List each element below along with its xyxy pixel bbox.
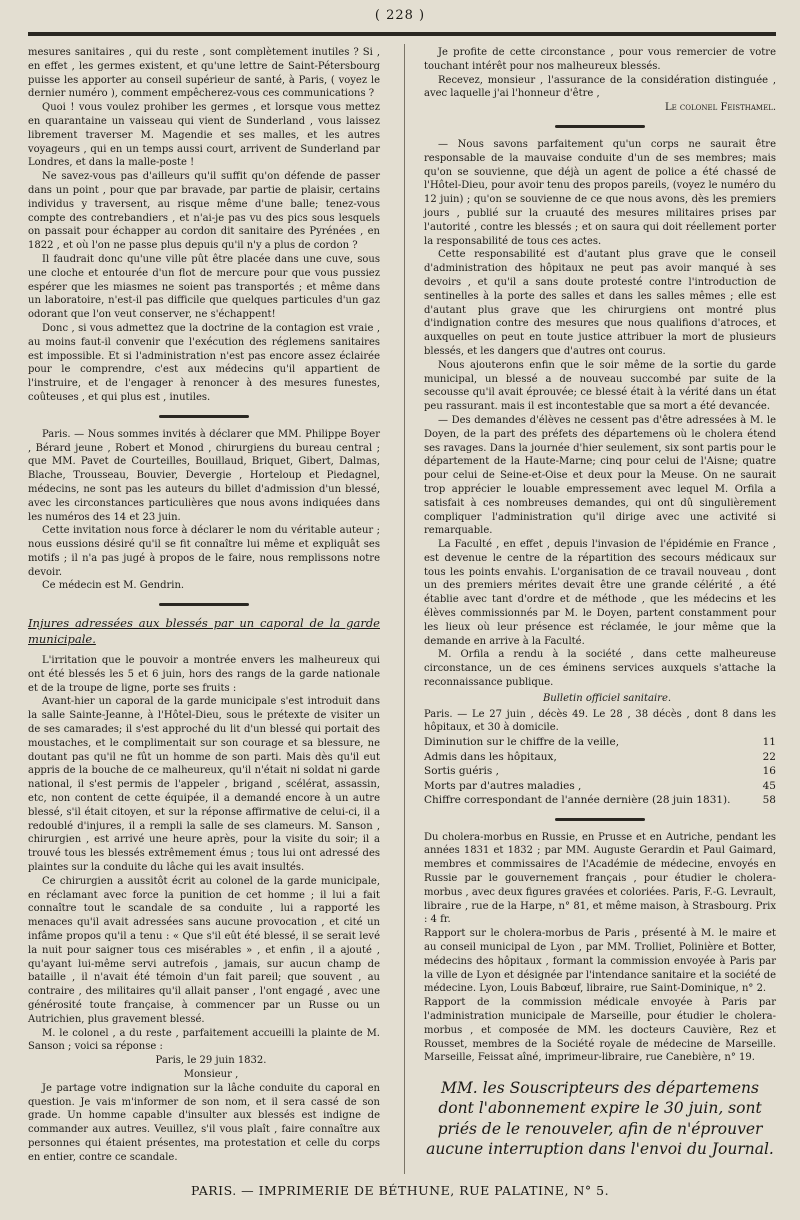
stat-label: Morts par d'autres maladies , [424,779,582,792]
article-heading: Injures adressées aux blessés par un caporal de la garde municipale. [28,616,380,647]
paragraph: Quoi ! vous voulez prohiber les germes , et lorsque vous mettez en quarantaine un vaisseau qui vient de Sunderland , vous laissez librement traverser M. Magendie et ses malles, et les autres voyageurs , qui en un temps aussi court, arrivent de Sunderland par Londres, et dans la malle-poste ! [28,102,380,169]
paragraph: Je profite de cette circonstance , pour vous remercier de votre touchant intérêt pour nos malheureux blessés. [424,47,776,72]
paragraph: Je partage votre indignation sur la lâche conduite du caporal en question. Je vais m'informer de son nom, et il sera cassé de son grade. Un homme capable d'insulter aux blessés est indigne de commander aux autres. Veuillez, s'il vous plaît , faire connaître aux personnes qui étaient présentes, ma protestation et celle du corps en entier, contre ce scandale. [28,1082,380,1163]
letter-date: Paris, le 29 juin 1832. [155,1055,267,1067]
bulletin-stats-table [424,735,776,807]
bibliography-entry: Rapport sur le cholera-morbus de Paris , présenté à M. le maire et au conseil municipal de Lyon , par MM. Trolliet, Polinière et Botter, médecins des hôpitaux , formant la commission envoyée à Paris par la ville de Lyon et désignée par l'intendance sanitaire et la société de médecine. Lyon, Louis Babœuf, libraire, rue Saint-Dominique, n° 2. [424,928,776,995]
paragraph: Ne savez-vous pas d'ailleurs qu'il suffit qu'on défende de passer dans un point , pour que par bravade, par partie de plaisir, certains individus y traversent, au risque même d'une balle; tenez-vous compte des contrebandiers , et n'ai-je pas vu des pics sous lesquels on passait pour échapper au cordon dit sanitaire des Pyrénées , en 1822 , et où l'on ne passe plus depuis qu'il n'y a plus de cordon ? [28,171,380,252]
section-separator [159,603,249,606]
stat-value: 16 [762,765,776,778]
page-number: ( 228 ) [374,8,426,23]
top-rule [28,32,776,36]
paragraph: Avant-hier un caporal de la garde municipale s'est introduit dans la salle Sainte-Jeanne, à l'Hôtel-Dieu, sous le prétexte de visiter un de ses camarades; il s'est approché du lit d'un blessé qui portait des moustaches, et le complimentait sur son courage et sa blessure, ne doutant pas qu'il ne fût un homme de son parti. Mais dès qu'il eut appris de la bouche de ce malheureux, qu'il n'était ni soldat ni garde national, il s'est permis de l'appeler , brigand , scélérat, assassin, etc, non content de cette équipée, il a demandé encore à un autre blessé, s'il était citoyen, et sur la réponse affirmative de celui-ci, il a redoublé d'injures, il a rempli la salle de ses clameurs. M. Sanson , chirurgien , est arrivé une heure après, pour la visite du soir; il a trouvé tous les blessés extrêmement émus ; tous lui ont adressé des plaintes sur la conduite du lâche qui les avait insultés. [28,696,380,873]
paragraph: — Des demandes d'élèves ne cessent pas d'être adressées à M. le Doyen, de la part des préfets des départemens où le cholera étend ses ravages. Dans la journée d'hier seulement, six sont partis pour le département de la Haute-Marne; cinq pour celui de l'Aisne; quatre pour celui de Seine-et-Oise et deux pour la Meuse. On ne saurait trop apprécier le louable empressement avec lequel M. Orfila a satisfait à ces nombreuses demandes, qui ont dû singulièrement compliquer l'administration qu'il dirige avec une activité si remarquable. [424,414,776,537]
paragraph: Donc , si vous admettez que la doctrine de la contagion est vraie , au moins faut-il convenir que l'exécution des réglemens sanitaires est impossible. Et si l'administration n'est pas encore assez éclairée pour le comprendre, c'est aux médecins qu'il appartient de l'instruire, et de l'engager à renoncer à des mesures funestes, coûteuses , et qui plus est , inutiles. [28,322,380,403]
paragraph: Nous ajouterons enfin que le soir même de la sortie du garde municipal, un blessé a de nouveau succombé par suite de la secousse qu'il avait éprouvée; ce blessé était à la vérité dans un état peu rassurant. mais il est incontestable que sa mort a été devancée. [424,359,776,413]
section-separator [159,415,249,418]
bibliography-entry: Rapport de la commission médicale envoyée à Paris par l'administration municipale de Marseille, pour étudier le cholera-morbus , et composée de MM. les docteurs Cauvière, Rez et Rousset, membres de la Société royale de médecine de Marseille. Marseille, Feissat aîné, imprimeur-libraire, rue Canebière, n° 19. [424,997,776,1064]
stat-label: Chiffre correspondant de l'année dernière (28 juin 1831). [424,794,731,807]
section-separator [555,818,645,821]
paragraph: Paris. — Nous sommes invités à déclarer que MM. Philippe Boyer , Bérard jeune , Robert et Monod , chirurgiens du bureau central ; que MM. Pavet de Courteilles, Bouillaud, Briquet, Gibert, Dalmas, Blache, Trousseau, Bouvier, Devergie , Horteloup et Piedagnel, médecins, ne sont pas les auteurs du billet d'admission d'un blessé, avec les circonstances particulières que nous avons indiquées dans les numéros des 14 et 23 juin. [28,428,380,523]
paragraph: Ce chirurgien a aussitôt écrit au colonel de la garde municipale, en réclamant avec force la punition de cet homme ; il lui a fait connaître tout le scandale de sa conduite , lui a rapporté les menaces qu'il avait adressées sans aucune provocation , et cité un infâme propos qu'il a tenu : « Que s'il eût été blessé, il se serait levé la nuit pour saigner tous ces misérables » , et enfin , il a ajouté , qu'ayant lui-même servi autrefois , jamais, sur aucun champ de bataille , il n'avait été témoin d'un fait pareil; que souvent , au contraire , des militaires qu'il allait panser , l'ont engagé , avec une générosité toute française, à commencer par un Russe ou un Autrichien, plus gravement blessé. [28,875,380,1025]
stat-value: 22 [762,750,776,763]
subscriber-notice: MM. les Souscripteurs des départemens dont l'abonnement expire le 30 juin, sont priés de le renouveler, afin de n'éprouver aucune interruption dans l'envoi du Journal. [426,1079,774,1159]
paragraph: Cette responsabilité est d'autant plus grave que le conseil d'administration des hôpitaux ne peut pas avoir manqué à ses devoirs , et qu'il a sans doute protesté contre l'introduction de sentinelles à la porte des salles et dans les salles mêmes ; elle est d'autant plus grave que les chirurgiens ont montré plus d'indignation contre des mesures que nous qualifions d'atroces, et auxquelles on peut en toute justice attribuer la mort de plusieurs blessés, et les dangers que d'autres ont courus. [424,249,776,357]
table-row [424,793,776,807]
letter-signature: Le colonel Feisthamel. [664,102,776,114]
bulletin-title: Bulletin officiel sanitaire. [542,692,672,704]
paragraph: M. le colonel , a du reste , parfaitement accueilli la plainte de M. Sanson ; voici sa réponse : [28,1027,380,1053]
left-column [28,46,380,1164]
stat-value: 58 [762,794,776,807]
paragraph: Cette invitation nous force à déclarer le nom du véritable auteur ; nous eussions désiré qu'il se fit connaître lui même et expliquât ses motifs ; il n'a pas jugé à propos de le faire, nous remplissons notre devoir. [28,525,380,578]
paragraph: Ce médecin est M. Gendrin. [42,580,185,592]
stat-label: Admis dans les hôpitaux, [424,750,557,763]
stat-label: Diminution sur le chiffre de la veille, [424,736,620,749]
table-row [424,764,776,778]
stat-value: 11 [762,736,776,749]
stat-value: 45 [762,779,776,792]
paragraph: mesures sanitaires , qui du reste , sont complètement inutiles ? Si , en effet , les germes existent, et qu'une lettre de Saint-Pétersbourg puisse les apporter au conseil supérieur de santé, à Paris, ( voyez le dernier numéro ), comment empêcherez-vous ces communications ? [28,47,380,100]
table-row [424,779,776,793]
bulletin-intro: Paris. — Le 27 juin , décès 49. Le 28 , 38 décès , dont 8 dans les hôpitaux, et 30 à domicile. [424,708,776,734]
paragraph: L'irritation que le pouvoir a montrée envers les malheureux qui ont été blessés les 5 et 6 juin, hors des rangs de la garde nationale et de la troupe de ligne, porte ses fruits : [28,655,380,694]
stat-label: Sortis guéris , [424,765,499,778]
bibliography-entry: Du cholera-morbus en Russie, en Prusse et en Autriche, pendant les années 1831 et 1832 ; par MM. Auguste Gerardin et Paul Gaimard, membres et commissaires de l'Académie de médecine, envoyés en Russie par le gouvernement français , pour étudier le cholera-morbus , avec deux figures gravées et coloriées. Paris, F.-G. Levrault, libraire , rue de la Harpe, n° 81, et même maison, à Strasbourg. Prix : 4 fr. [424,831,776,926]
table-row [424,750,776,764]
section-separator [555,125,645,128]
paragraph: — Nous savons parfaitement qu'un corps ne saurait être responsable de la mauvaise conduite d'un de ses membres; mais qu'on se souvienne, que déjà un agent de police a été chassé de l'Hôtel-Dieu, pour avoir tenu des propos pareils, (voyez le numéro du 12 juin) ; qu'on se souvienne de ce que nous avons, dès les premiers jours , publié sur la cruauté des mesures militaires prises par l'autorité , contre les blessés ; et on saura qui doit réellement porter la responsabilité de tous ces actes. [424,138,776,247]
paragraph: M. Orfila a rendu à la société , dans cette malheureuse circonstance, un de ces éminens services auxquels s'attache la reconnaissance publique. [424,649,776,689]
table-row [424,735,776,749]
column-divider [404,44,405,1174]
paragraph: Il faudrait donc qu'une ville pût être placée dans une cuve, sous une cloche et entourée d'un flot de mercure pour que vous pussiez espérer que les miasmes ne soient pas transportés ; et même dans un laboratoire, n'est-il pas difficile que quelques particules d'un gaz odorant que l'on veut conserver, ne s'échappent! [28,253,380,321]
paragraph: La Faculté , en effet , depuis l'invasion de l'épidémie en France , est devenue le centre de la répartition des secours médicaux sur tous les points envahis. L'organisation de ce travail nouveau , dont un des premiers mérites devait être une grande célérité , a été établie avec tant d'ordre et de méthode , que les médecins et les élèves commissionnés par M. le Doyen, partent constamment pour les lieux où leur présence est réclamée, le jour même que la demande en arrive à la Faculté. [424,539,776,647]
printer-imprint: PARIS. — IMPRIMERIE DE BÉTHUNE, RUE PALATINE, N° 5. [190,1183,610,1198]
letter-salutation: Monsieur , [183,1068,239,1080]
paragraph: Recevez, monsieur , l'assurance de la considération distinguée , avec laquelle j'ai l'honneur d'être , [424,74,776,100]
right-column [424,46,776,1065]
